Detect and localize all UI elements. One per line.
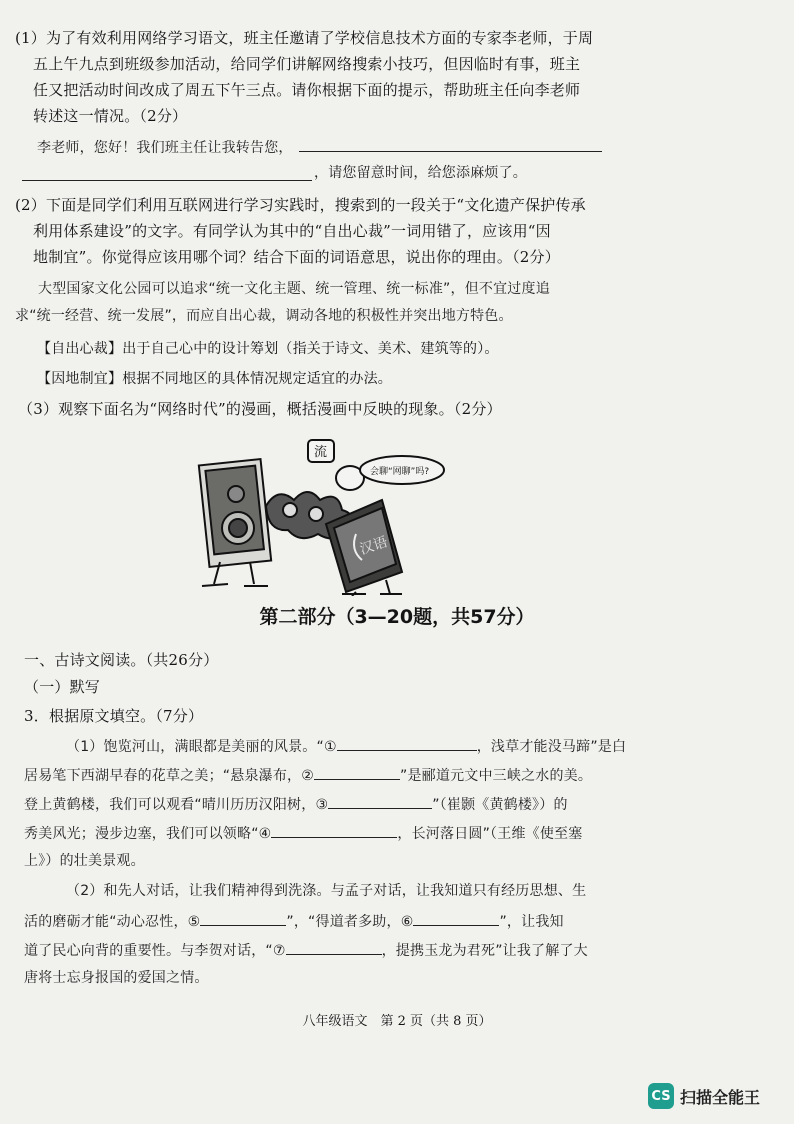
q2-line-3: 地制宜”。你觉得应该用哪个词？结合下面的词语意思，说出你的理由。（2分） bbox=[33, 248, 560, 266]
fill-line-2: 居易笔下西湖早春的花草之美；“悬泉瀑布，② ”是郦道元文中三峡之水的美。 bbox=[24, 764, 592, 786]
camscanner-logo-icon: CS bbox=[648, 1083, 674, 1109]
q1-answer-end: ，请您留意时间，给您添麻烦了。 bbox=[314, 165, 527, 181]
q1-line-2: 五上午九点到班级参加活动，给同学们讲解网络搜索小技巧，但因临时有事，班主 bbox=[33, 55, 581, 73]
blank-6[interactable] bbox=[413, 910, 499, 926]
blank-5[interactable] bbox=[200, 910, 286, 926]
q3-prompt: （3）观察下面名为“网络时代”的漫画，概括漫画中反映的现象。（2分） bbox=[18, 400, 502, 418]
blank-1[interactable] bbox=[337, 735, 477, 751]
fill-line-9: 唐将士忘身报国的爱国之情。 bbox=[24, 970, 209, 986]
blank-4[interactable] bbox=[271, 822, 397, 838]
question-3-title: 3．根据原文填空。（7分） bbox=[24, 707, 204, 725]
camscanner-text: 扫描全能王 bbox=[680, 1087, 761, 1107]
cartoon-bubble-small: 流 bbox=[314, 445, 328, 460]
blank-3[interactable] bbox=[328, 793, 432, 809]
camscanner-watermark bbox=[648, 1083, 760, 1109]
fill-line-1: （1）饱览河山，满眼都是美丽的风景。“① ，浅草才能没马蹄”是白 bbox=[66, 735, 626, 757]
blank-7[interactable] bbox=[286, 939, 382, 955]
page-footer: 八年级语文 第 2 页（共 8 页） bbox=[302, 1014, 492, 1029]
q1-answer-blank-1[interactable] bbox=[299, 136, 602, 152]
q2-line-2: 利用体系建设”的文字。有同学认为其中的“自出心裁”一词用错了，应该用“因 bbox=[33, 222, 551, 240]
cartoon-book-text: 汉语 bbox=[357, 534, 390, 559]
cartoon-bubble-right: 会聊“网聊”吗? bbox=[370, 467, 430, 477]
q2-passage-2: 求“统一经营、统一发展”，而应自出心裁，调动各地的积极性并突出地方特色。 bbox=[15, 308, 513, 324]
q2-line-1: (2）下面是同学们利用互联网进行学习实践时，搜索到的一段关于“文化遗产保护传承 bbox=[15, 196, 586, 214]
q1-answer-blank-2[interactable] bbox=[22, 180, 312, 181]
q2-def-2: 【因地制宜】根据不同地区的具体情况规定适宜的办法。 bbox=[37, 371, 392, 387]
q1-line-4: 转述这一情况。（2分） bbox=[33, 107, 188, 125]
section-1-title: 一、古诗文阅读。（共26分） bbox=[24, 651, 219, 669]
q1-answer-start: 李老师，您好！我们班主任让我转告您， bbox=[37, 136, 602, 158]
q1-line-3: 任又把活动时间改成了周五下午三点。请你根据下面的提示，帮助班主任向李老师 bbox=[33, 81, 581, 99]
fill-line-5: 上》）的壮美景观。 bbox=[24, 853, 145, 869]
cartoon-network-era bbox=[196, 436, 446, 596]
blank-2[interactable] bbox=[314, 764, 400, 780]
part-two-heading: 第二部分（3—20题，共57分） bbox=[259, 606, 535, 628]
fill-line-7: 活的磨砺才能“动心忍性，⑤ ”，“得道者多助，⑥ ”，让我知 bbox=[24, 910, 564, 932]
subsection-dictation: （一）默写 bbox=[24, 678, 101, 696]
fill-line-8: 道了民心向背的重要性。与李贺对话，“⑦ ，提携玉龙为君死”让我了解了大 bbox=[24, 939, 588, 961]
q2-def-1: 【自出心裁】出于自己心中的设计筹划（指关于诗文、美术、建筑等的）。 bbox=[37, 341, 499, 357]
fill-line-4: 秀美风光；漫步边塞，我们可以领略“④ ，长河落日圆”（王维《使至塞 bbox=[24, 822, 582, 844]
q2-passage-1: 大型国家文化公园可以追求“统一文化主题、统一管理、统一标准”，但不宜过度追 bbox=[38, 281, 550, 297]
fill-line-6: （2）和先人对话，让我们精神得到洗涤。与孟子对话，让我知道只有经历思想、生 bbox=[66, 883, 587, 899]
q1-line-1: (1）为了有效利用网络学习语文，班主任邀请了学校信息技术方面的专家李老师，于周 bbox=[15, 29, 594, 47]
fill-line-3: 登上黄鹤楼，我们可以观看“晴川历历汉阳树，③ ”（崔颢《黄鹤楼》）的 bbox=[24, 793, 568, 815]
